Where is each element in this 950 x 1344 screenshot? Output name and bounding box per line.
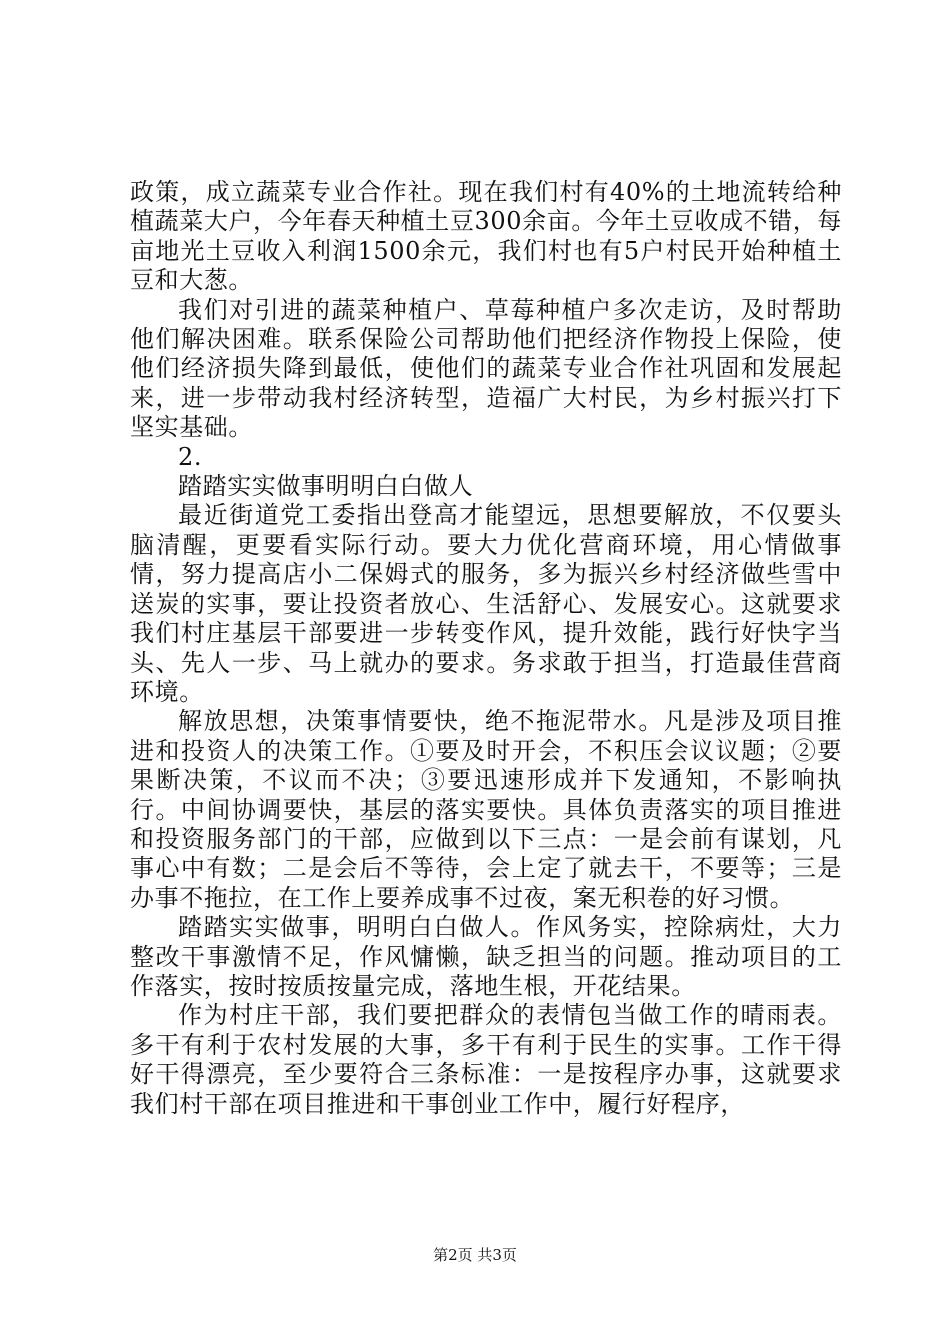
document-body (130, 178, 842, 1119)
paragraph-4: 解放思想，决策事情要快，绝不拖泥带水。凡是涉及项目推进和投资人的决策工作。①要及时开会，不积压会议议题；②要果断决策，不议而不决；③要迅速形成并下发通知，不影响执行。中间协调要快，基层的落实要快。具体负责落实的项目推进和投资服务部门的干部，应做到以下三点：一是会前有谋划，凡事心中有数；二是会后不等待，会上定了就去干，不要等；三是办事不拖拉，在工作上要养成事不过夜，案无积卷的好习惯。 (130, 707, 842, 912)
paragraph-2: 我们对引进的蔬菜种植户、草莓种植户多次走访，及时帮助他们解决困难。联系保险公司帮助他们把经济作物投上保险，使他们经济损失降到最低，使他们的蔬菜专业合作社巩固和发展起来，进一步带动我村经济转型，造福广大村民，为乡村振兴打下坚实基础。 (130, 295, 842, 442)
page-footer: 第2页 共3页 (433, 1246, 517, 1264)
paragraph-1: 政策，成立蔬菜专业合作社。现在我们村有40%的土地流转给种植蔬菜大户，今年春天种植土豆300余亩。今年土豆收成不错，每亩地光土豆收入利润1500余元，我们村也有5户村民开始种植土豆和大葱。 (130, 178, 842, 295)
section-number: 2. (178, 442, 203, 471)
paragraph-3: 最近街道党工委指出登高才能望远，思想要解放，不仅要头脑清醒，更要看实际行动。要大力优化营商环境，用心情做事情，努力提高店小二保姆式的服务，多为振兴乡村经济做些雪中送炭的实事，要让投资者放心、生活舒心、发展安心。这就要求我们村庄基层干部要进一步转变作风，提升效能，践行好快字当头、先人一步、马上就办的要求。务求敢于担当，打造最佳营商环境。 (130, 501, 842, 706)
paragraph-6: 作为村庄干部，我们要把群众的表情包当做工作的晴雨表。多干有利于农村发展的大事，多干有利于民生的实事。工作干得好干得漂亮，至少要符合三条标准：一是按程序办事，这就要求我们村干部在项目推进和干事创业工作中，履行好程序， (130, 1001, 842, 1118)
paragraph-5: 踏踏实实做事，明明白白做人。作风务实，控除病灶，大力整改干事激情不足，作风慵懒，缺乏担当的问题。推动项目的工作落实，按时按质按量完成，落地生根，开花结果。 (130, 913, 842, 1000)
section-heading: 踏踏实实做事明明白白做人 (178, 472, 474, 501)
